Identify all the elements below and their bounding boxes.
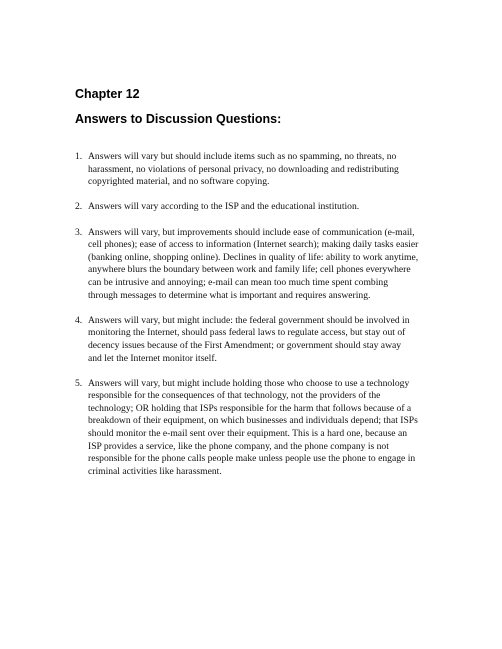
answer-text-line: harassment, no violations of personal privacy, no downloading and redistributing (88, 163, 399, 175)
answer-text-line: Answers will vary according to the ISP and the educational institution. (88, 201, 360, 213)
answer-number: 3. (75, 226, 83, 238)
answer-text-line: responsible for the consequences of that technology, not the providers of the (88, 390, 381, 402)
answer-number: 4. (75, 314, 83, 326)
answer-number: 5. (75, 377, 83, 389)
answer-text-line: cell phones); ease of access to information (Internet search); making daily tasks easier (88, 239, 419, 251)
answer-item (75, 378, 435, 479)
answer-text-line: breakdown of their equipment, on which businesses and individuals depend; that ISPs (88, 415, 418, 427)
answer-item (75, 151, 435, 189)
answer-text-line: can be intrusive and annoying; e-mail can mean too much time spent combing (88, 276, 388, 288)
answer-text-line: should monitor the e-mail sent over their equipment. This is a hard one, because an (88, 428, 407, 440)
answer-text-line: responsible for the phone calls people make unless people use the phone to engage in (88, 453, 416, 465)
answer-text-line: (banking online, shopping online). Declines in quality of life: ability to work anytime, (88, 251, 419, 263)
answer-number: 2. (75, 201, 83, 213)
answer-text-line: anywhere blurs the boundary between work and family life; cell phones everywhere (88, 264, 411, 276)
answer-item (75, 315, 435, 365)
section-heading: Answers to Discussion Questions: (75, 112, 282, 126)
answer-item (75, 227, 435, 303)
answer-text-line: and let the Internet monitor itself. (88, 352, 217, 364)
answer-number: 1. (75, 151, 83, 162)
answer-text-line: monitoring the Internet, should pass federal laws to regulate access, but stay out of (88, 327, 406, 339)
answer-text-line: ISP provides a service, like the phone company, and the phone company is not (88, 440, 389, 452)
chapter-title: Chapter 12 (75, 87, 140, 101)
answer-text-line: Answers will vary, but improvements should include ease of communication (e-mail, (88, 226, 415, 238)
answer-text-line: Answers will vary, but might include: the federal government should be involved in (88, 314, 410, 326)
answer-text-line: criminal activities like harassment. (88, 465, 222, 477)
answer-text-line: Answers will vary but should include items such as no spamming, no threats, no (88, 151, 397, 162)
answer-item (75, 201, 435, 214)
answer-text-line: through messages to determine what is important and requires answering. (88, 289, 371, 301)
answers-list (75, 151, 435, 491)
answer-text-line: Answers will vary, but might include holding those who choose to use a technology (88, 377, 410, 389)
answer-text-line: decency issues because of the First Amendment; or government should stay away (88, 339, 402, 351)
answer-text-line: copyrighted material, and no software copying. (88, 176, 270, 188)
answer-text-line: technology; OR holding that ISPs responsible for the harm that follows because of a (88, 402, 412, 414)
